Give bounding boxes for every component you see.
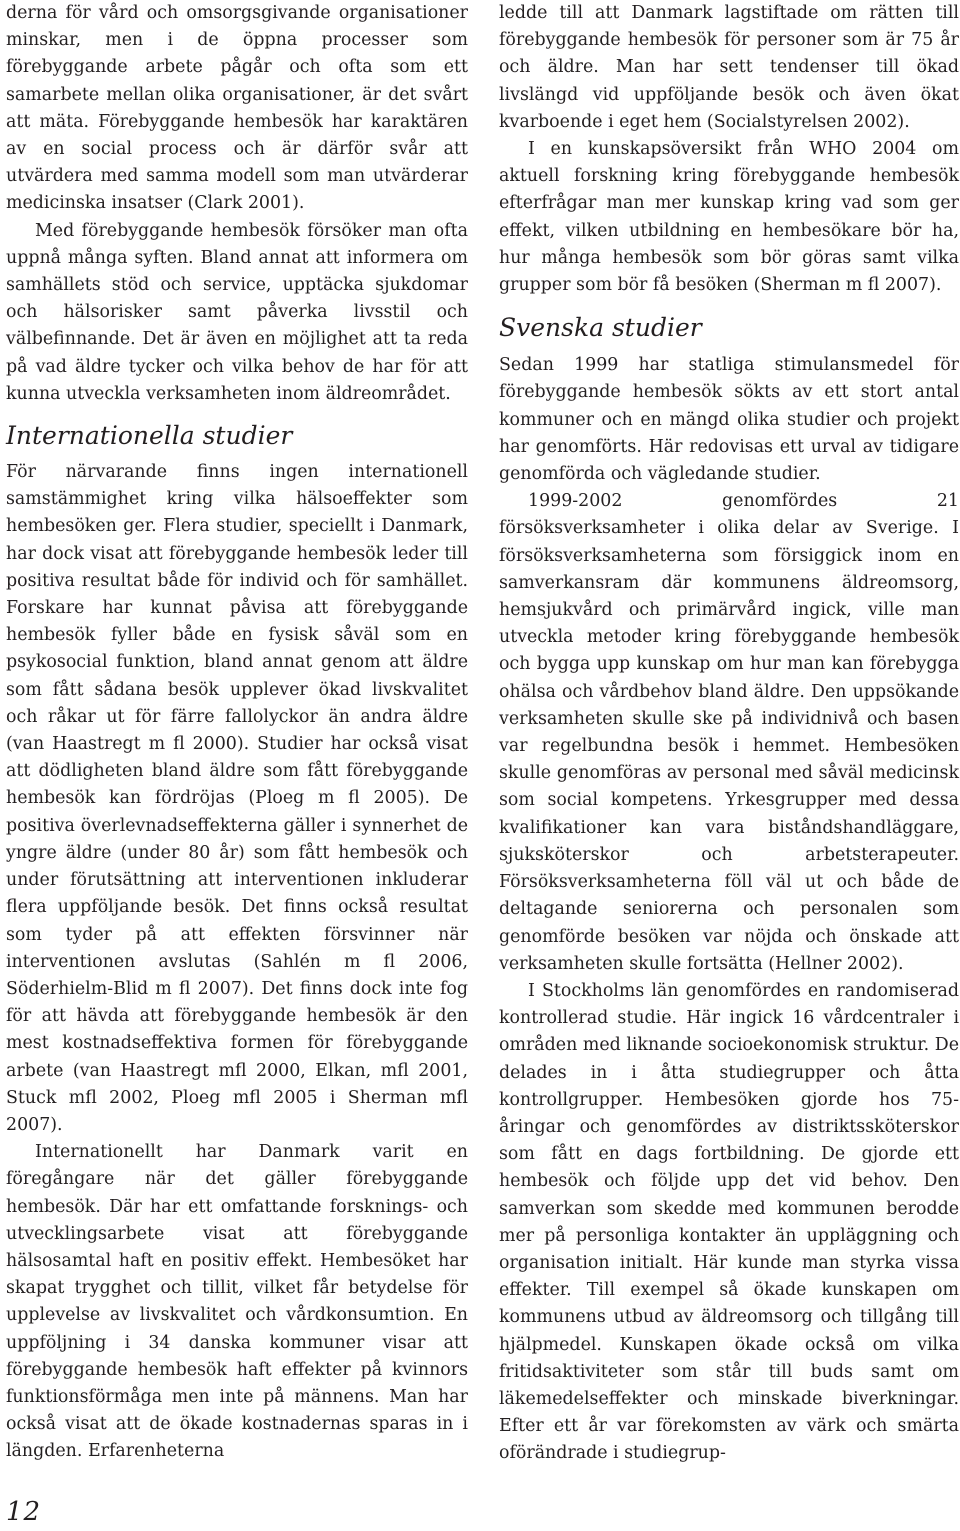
right-paragraph-5: I Stockholms län genomfördes en randomiserad kontrollerad studie. Här ingick 16 vårdcentraler i områden med liknande socioekonomisk struktur. De delades in i åtta studiegrupper och åtta kontrollgrupper. Hembesöken gjorde hos 75-åringar och genomfördes av distriktssköterskor som fått en dags fortbildning. De gjorde ett hembesök och följde upp det vid behov. Den samverkan som skedde med kommunen berodde mer på personliga kontakter än uppläggning och organisation initialt. Här kunde man styrka vissa effekter. Till exempel så ökade kunskapen om kommunens utbud av äldreomsorg och tillgång till hjälpmedel. Kunskapen ökade också om vilka fritidsaktiviteter som står till buds samt om läkemedelseffekter och minskade biverkningar. Efter ett år var förekomsten av värk och smärta oförändrade i studiegrup-	[499, 980, 959, 1464]
page-number: 12	[6, 1497, 42, 1527]
left-column	[6, 0, 468, 1466]
left-paragraph-4: Internationellt har Danmark varit en föregångare när det gäller förebyggande hembesök. Där har ett omfattande forsknings- och utvecklingsarbete visat att förebyggande hälsosamtal haft en positiv effekt. Hembesöket har skapat trygghet och tillit, vilket får betydelse för upplevelse av livskvalitet och vårdkonsumtion. En uppföljning i 34 danska kommuner visar att förebyggande hembesök haft effekter på kvinnors funktionsförmåga men inte på männens. Man har också visat att de ökade kostnadernas sparas in i längden. Erfarenheterna	[6, 1142, 468, 1462]
section-heading-internationella: Internationella studier	[6, 421, 293, 451]
right-paragraph-4: 1999-2002 genomfördes 21 försöksverksamheter i olika delar av Sverige. I försöksverksamheterna som försiggick inom en samverkansram där kommunens äldreomsorg, hemsjukvård och primärvård ingick, ville man utveckla metoder kring förebyggande hembesök och bygga upp kunskap om hur man kan förebygga ohälsa och vårdbehov bland äldre. Den uppsökande verksamheten skulle ske på individnivå och basen var regelbundna besök i hemmet. Hembesöken skulle genomföras av personal med såväl medicinsk som social kompetens. Yrkesgrupper med dessa kvalifikationer kan vara biståndshandläggare, sjuksköterskor och arbetsterapeuter. Försöksverksamheterna föll väl ut och både de deltagande seniorerna och personalen som genomförde besöken var nöjda och önskade att verksamheten skulle fortsätta (Hellner 2002).	[499, 491, 959, 974]
right-paragraph-2: I en kunskapsöversikt från WHO 2004 om aktuell forskning kring förebyggande hembesök efterfrågar man mer kunskap kring vad som ger effekt, vilken utbildning en hembesökare bör ha, hur många hembesök som bör göras samt vilka grupper som bör få besöken (Sherman m fl 2007).	[499, 139, 959, 296]
left-paragraph-3: För närvarande finns ingen internationell samstämmighet kring vilka hälsoeffekter som hembesöken ger. Flera studier, speciellt i Danmark, har dock visat att förebyggande hembesök leder till positiva resultat både för individ och för samhället. Forskare har kunnat påvisa att förebyggande hembesök fyller både en fysisk såväl som en psykosocial funktion, bland annat genom att äldre som fått sådana besök upplever ökad livskvalitet och råkar ut för färre fallolyckor än andra äldre (van Haastregt m fl 2000). Studier har också visat att dödligheten bland äldre som fått förebyggande hembesök kan fördröjas (Ploeg m fl 2005). De positiva överlevnadseffekterna gäller i synnerhet de yngre äldre (under 80 år) som fått hembesök och under förutsättning att interventionen inkluderar flera uppföljande besök. Det finns också resultat som tyder på att effekten försvinner när interventionen avslutas (Sahlén m fl 2006, Söderhielm-Blid m fl 2007). Det finns dock inte fog för att hävda att förebyggande hembesök är den mest kostnadseffektiva formen för förebyggande arbete (van Haastregt mfl 2000, Elkan, mfl 2001, Stuck mfl 2002, Ploeg mfl 2005 i Sherman mfl 2007).	[6, 462, 468, 1135]
left-paragraph-2: Med förebyggande hembesök försöker man ofta uppnå många syften. Bland annat att informera om samhällets stöd och service, upptäcka sjukdomar och hälsorisker samt påverka livsstil och välbefinnande. Det är även en möjlighet att ta reda på vad äldre tycker och vilka behov de har för att kunna utveckla verksamheten inom äldreområdet.	[6, 220, 468, 404]
right-paragraph-3: Sedan 1999 har statliga stimulansmedel för förebyggande hembesök sökts av ett stort antal kommuner och en mängd olika studier och projekt har genomförts. Här redovisas ett urval av tidigare genomförda och vägledande studier.	[499, 355, 959, 485]
section-heading-svenska: Svenska studier	[499, 313, 702, 343]
right-paragraph-1: ledde till att Danmark lagstiftade om rätten till förebyggande hembesök för personer som är 75 år och äldre. Man har sett tendenser till ökad livslängd vid uppföljande besök och även ökat kvarboende i eget hem (Socialstyrelsen 2002).	[499, 3, 959, 132]
left-paragraph-1: derna för vård och omsorgsgivande organisationer minskar, men i de öppna processer som förebyggande arbete pågår och ofta som ett samarbete mellan olika organisationer, är det svårt att mäta. Förebyggande hembesök har karaktären av en social process och är därför svår att utvärdera med samma modell som man utvärderar medicinska insatser (Clark 2001).	[6, 3, 468, 214]
right-column	[499, 0, 959, 1468]
